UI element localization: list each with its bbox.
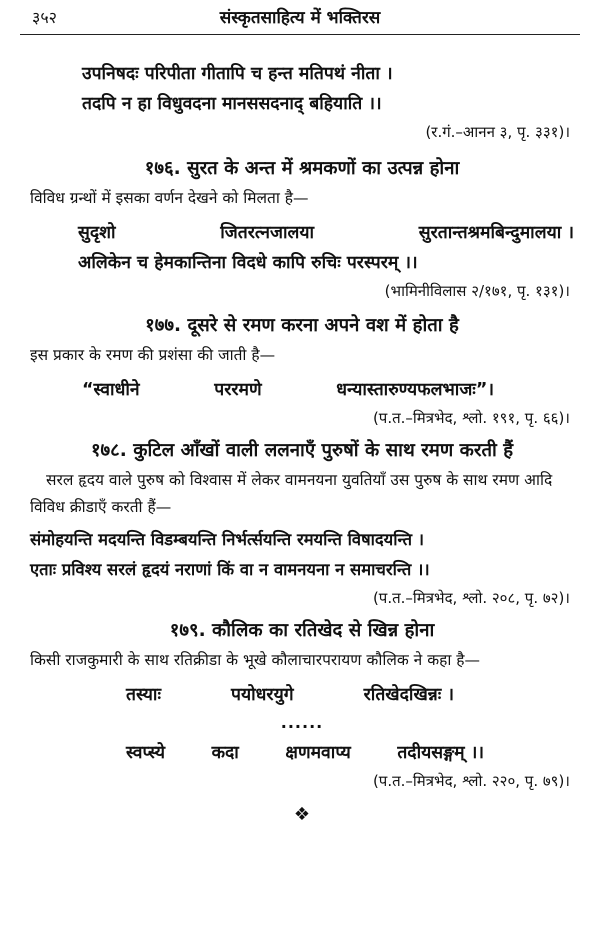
verse-block [30,680,574,768]
verse-line: एताः प्रविश्य सरलं हृदयं नराणां किं वा न वामनयना न समाचरन्ति ।। [30,560,430,579]
verse-word: कदा [211,743,239,763]
section-heading: १७८. कुटिल आँखों वाली ललनाएँ पुरुषों के साथ रमण करती हैं [90,440,514,461]
section-intro: किसी राजकुमारी के साथ रतिक्रीडा के भूखे कौलाचारपरायण कौलिक ने कहा है— [30,651,481,669]
verse-line: उपनिषदः परिपीता गीतापि च हन्त मतिपथं नीता । [82,64,393,84]
intro-block [30,59,574,145]
section-178 [30,435,574,611]
verse-word: पररमणे [214,380,262,400]
verse-word: क्षणमवाप्य [285,743,351,763]
verse-word: सुदृशो [78,223,116,243]
ellipsis: ...... [280,713,324,732]
verse-word: जितरत्नजालया [220,223,315,243]
verse-word: तस्याः [126,685,161,705]
verse-word: स्वप्स्ये [126,743,165,763]
citation: (र.गं.–आनन ३, पृ. ३३१)। [425,123,570,141]
ornament-icon: ❖ [293,804,311,825]
page-number: ३५२ [32,8,57,27]
verse-block [30,218,574,278]
verse-word: सुरतान्तश्रमबिन्दुमालया । [418,223,574,243]
verse-word: पयोधरयुगे [231,685,294,705]
running-title: संस्कृतसाहित्य में भक्तिरस [219,8,381,28]
page-header [20,0,580,35]
section-heading: १७७. दूसरे से रमण करना अपने वश में होता है [145,315,459,336]
section-intro: विविध ग्रन्थों में इसका वर्णन देखने को मिलता है— [30,189,309,207]
section-177 [30,310,574,431]
citation: (प.त.–मित्रभेद, श्लो. २२०, पृ. ७९)। [372,772,570,790]
verse-line: संमोहयन्ति मदयन्ति विडम्बयन्ति निर्भर्त्सयन्ति रमयन्ति विषादयन्ति । [30,530,424,549]
section-179 [30,615,574,794]
verse-line [30,218,574,248]
section-heading: १७६. सुरत के अन्त में श्रमकणों का उत्पन्न होना [144,158,460,179]
verse-line: तदपि न हा विधुवदना मानससदनाद् बहियाति ।। [82,94,382,114]
verse-block [30,59,574,119]
verse-line [30,680,574,710]
section-heading: १७९. कौलिक का रतिखेद से खिन्न होना [169,620,435,641]
verse-block [30,375,574,405]
section-176 [30,153,574,304]
section-intro: इस प्रकार के रमण की प्रशंसा की जाती है— [30,346,276,364]
citation: (भामिनीविलास २/१७१, पृ. १३१)। [384,282,570,300]
verse-line [30,375,574,405]
verse-word: तदीयसङ्गम् ।। [397,743,484,763]
verse-block [30,525,574,585]
section-intro: सरल हृदय वाले पुरुष को विश्वास में लेकर वामनयना युवतियाँ उस पुरुष के साथ रमण आदि विविध क्रीडाएँ करती हैं— [30,471,553,516]
verse-line [30,738,574,768]
verse-word: धन्यास्तारुण्यफलभाजः”। [336,380,494,400]
verse-word: रतिखेदखिन्नः । [363,685,454,705]
verse-line: अलिकेन च हेमकान्तिना विदधे कापि रुचिः परस्परम् ।। [78,253,418,273]
citation: (प.त.–मित्रभेद, श्लो. २०८, पृ. ७२)। [372,589,570,607]
verse-word: “स्वाधीने [82,380,140,400]
citation: (प.त.–मित्रभेद, श्लो. १९१, पृ. ६६)। [372,409,570,427]
